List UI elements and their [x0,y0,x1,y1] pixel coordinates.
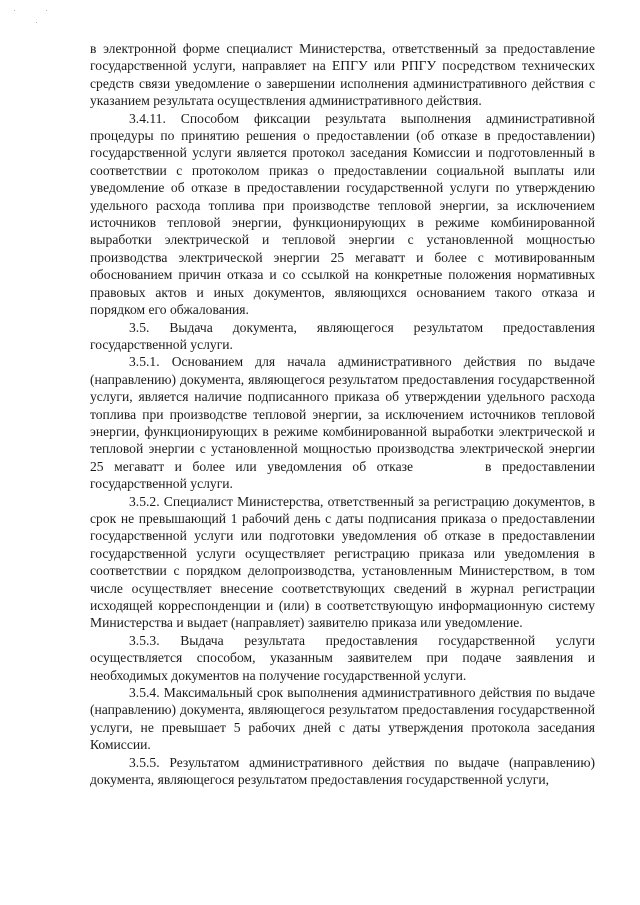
paragraph-text: 3.4.11. Способом фиксации результата выполнения административной процедуры по принятию решения о предоставлении (об отказе в предоставлении) государственной услуги является протокол заседания Комиссии и подготовленный в соответствии с протоколом приказ о предоставлении социальной выплаты или уведомление об отказе в предоставлении государственной услуги по утверждению удельного расхода топлива при производстве тепловой энергии, за исключением источников тепловой энергии, функционирующих в режиме комбинированной выработки электрической и тепловой энергии с установленной мощностью производства электрической энергии 25 мегаватт и более с мотивированным обоснованием причин отказа и со ссылкой на конкретные положения нормативных правовых актов и иных документов, являющихся основанием такого отказа и порядком его обжалования. [90,110,595,318]
paragraph-text: 3.5.5. Результатом административного действия по выдаче (направлению) документа, являющегося результатом предоставления государственной услуги, [90,754,595,788]
paragraph-3-5-5 [90,754,595,789]
paragraph-text: 3.5. Выдача документа, являющегося результатом предоставления государственной услуги. [90,319,595,352]
paragraph-tail-text: в предоставлении государственной услуги. [90,458,595,492]
scan-artifact-dots [12,8,52,48]
paragraph-3-5-4 [90,684,595,754]
paragraph-3-4-11 [90,110,595,319]
paragraph-text: 3.5.1. Основанием для начала административного действия по выдаче (направлению) документа, являющегося результатом предоставления государственной услуги, является наличие подписанного приказа об утверждении удельного расхода топлива при производстве тепловой энергии, за исключением источников тепловой энергии, функционирующих в режиме комбинированной выработки электрической и тепловой энергии с установленной мощностью производства электрической энергии 25 мегаватт и более или уведомления об отказе [90,354,595,474]
paragraph-text: в электронной форме специалист Министерства, ответственный за предоставление государственной услуги, направляет на ЕПГУ или РПГУ посредством технических средств связи уведомление о завершении исполнения административного действия с указанием результата осуществления административного действия. [90,41,595,109]
paragraph-text: 3.5.3. Выдача результата предоставления государственной услуги осуществляется способом, указанным заявителем при подаче заявления и необходимых документов на получение государственной услуги. [90,632,595,683]
paragraph-intro-continuation [90,40,595,110]
paragraph-3-5-1 [90,353,595,492]
paragraph-text: 3.5.4. Максимальный срок выполнения административного действия по выдаче (направлению) документа, являющегося результатом предоставления государственной услуги, не превышает 5 рабочих дней с даты утверждения протокола заседания Комиссии. [90,685,595,753]
paragraph-3-5 [90,319,595,354]
paragraph-3-5-3 [90,632,595,684]
paragraph-text: 3.5.2. Специалист Министерства, ответственный за регистрацию документов, в срок не превышающий 1 рабочий день с даты подписания приказа о предоставлении государственной услуги или подготовки уведомления об отказе в предоставлении государственной услуги осуществляет регистрацию приказа или уведомления в соответствии с порядком делопроизводства, установленным Министерством, в том числе осуществляет внесение соответствующих сведений в журнал регистрации исходящей корреспонденции и (или) в соответствующую информационную систему Министерства и выдает (направляет) заявителю приказа или уведомление. [90,493,595,631]
document-page [90,40,595,788]
paragraph-3-5-2 [90,493,595,632]
